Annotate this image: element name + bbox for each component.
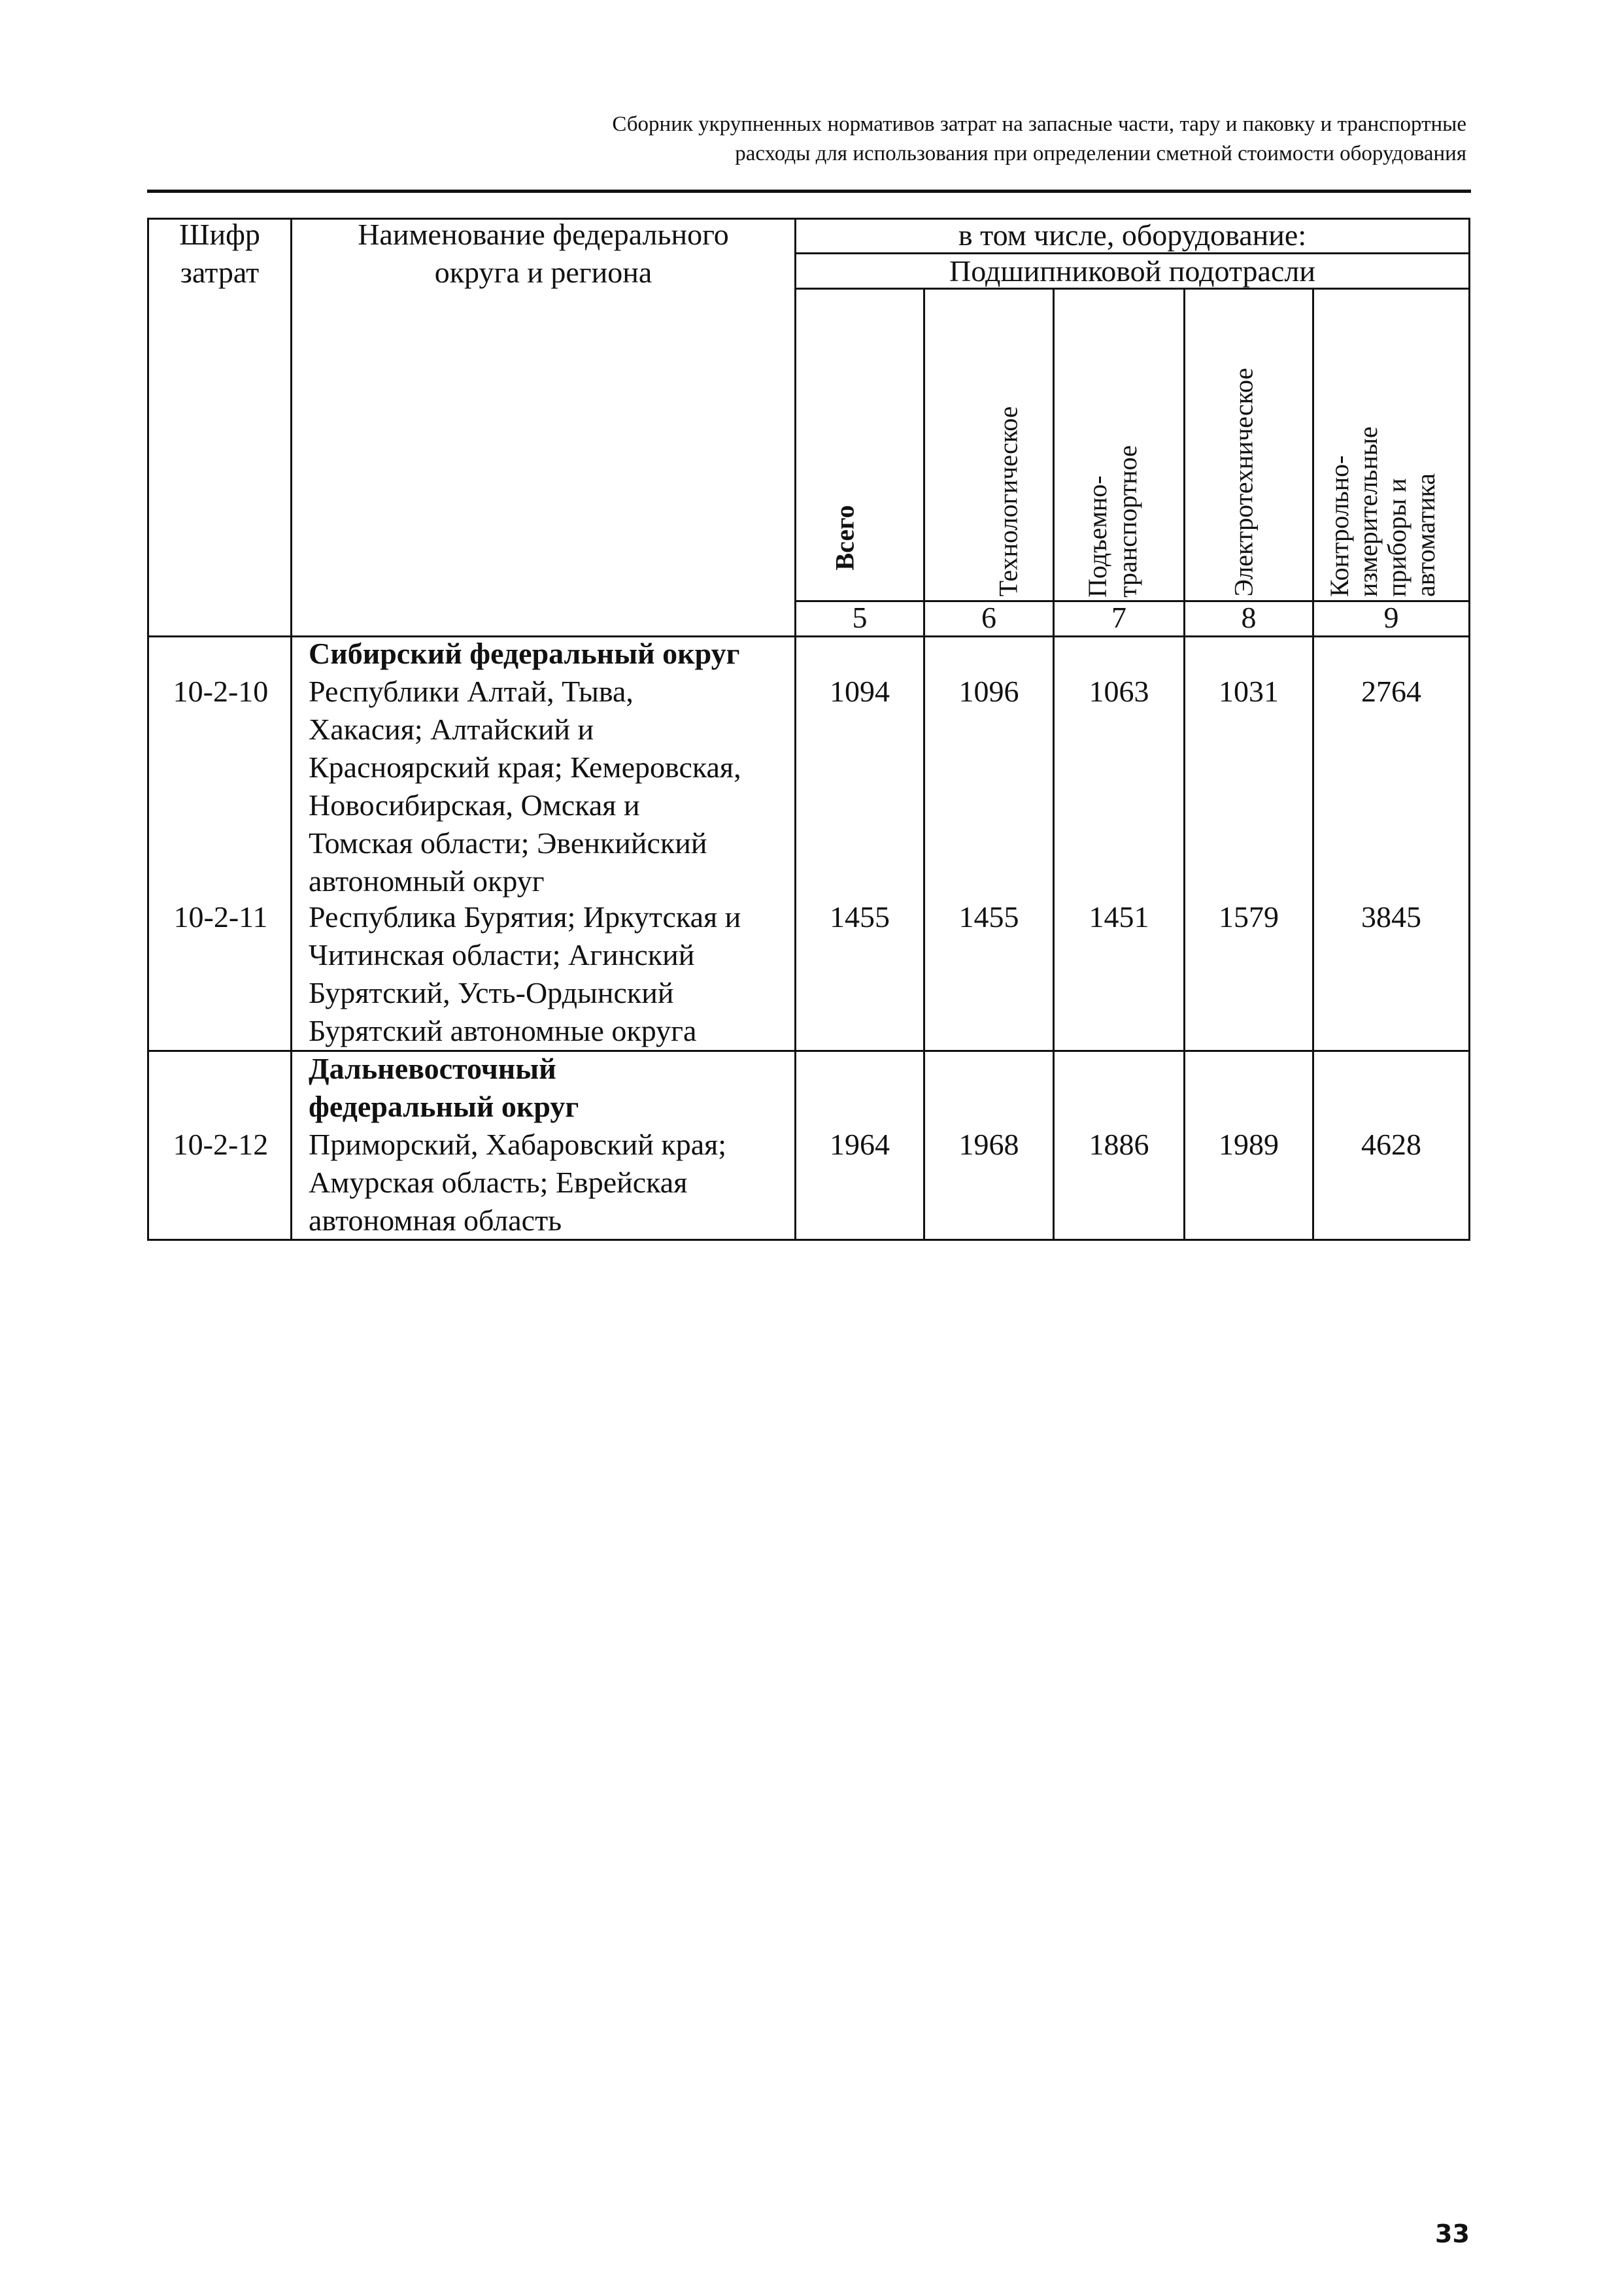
region-line: Читинская области; Агинский	[309, 938, 695, 971]
value-total: 1094	[830, 675, 890, 708]
district-title-siberian: Сибирский федеральный округ	[309, 637, 740, 670]
row-code-10-2-10: 10-2-10	[173, 675, 269, 708]
column-number-8: 8	[1241, 601, 1257, 634]
value-electrotechnical: 1031	[1219, 675, 1279, 708]
column-header-total-label: Всего	[830, 505, 860, 571]
header-subgroup: Подшипниковой подотрасли	[949, 254, 1315, 288]
table-border-left	[147, 218, 149, 1241]
value-total: 1455	[830, 900, 890, 934]
column-header-lifting-line-1: Подъемно-	[1083, 475, 1112, 598]
column-number-5: 5	[852, 601, 868, 634]
column-header-lifting-line-2: транспортное	[1113, 445, 1142, 598]
header-code-line-2: затрат	[180, 256, 260, 289]
header-name-line-2: округа и региона	[434, 256, 652, 289]
document-header	[196, 110, 1466, 169]
value-instrumentation: 3845	[1361, 900, 1421, 934]
header-code-line-1: Шифр	[179, 218, 260, 251]
region-line: Республика Бурятия; Иркутская и	[309, 900, 741, 934]
region-line: Приморский, Хабаровский края;	[309, 1128, 727, 1161]
region-line: Хакасия; Алтайский и	[309, 713, 594, 746]
region-line: Красноярский края; Кемеровская,	[309, 751, 741, 784]
column-header-instrumentation-line-2: измерительные	[1353, 426, 1383, 597]
district-title-line: Дальневосточный	[309, 1052, 556, 1085]
header-name-line-1: Наименование федерального	[358, 218, 729, 251]
value-lifting-transport: 1063	[1089, 675, 1149, 708]
value-lifting-transport: 1886	[1089, 1128, 1149, 1161]
value-instrumentation: 4628	[1361, 1128, 1421, 1161]
row-region-10-2-12	[309, 1126, 726, 1240]
value-technological: 1096	[958, 675, 1019, 708]
column-header-electrotechnical-label: Электротехническое	[1228, 367, 1259, 597]
header-line-2: расходы для использования при определении сметной стоимости оборудования	[735, 142, 1466, 165]
column-header-technological	[924, 290, 1051, 597]
column-header-instrumentation-line-3: приборы и	[1382, 478, 1412, 597]
column-header-instrumentation	[1312, 290, 1466, 597]
column-header-lifting-transport	[1053, 290, 1182, 598]
region-line: Бурятский, Усть-Ордынский	[309, 976, 674, 1009]
value-electrotechnical: 1989	[1219, 1128, 1279, 1161]
region-line: Томская области; Эвенкийский	[309, 826, 707, 860]
region-line: Республики Алтай, Тыва,	[309, 675, 634, 708]
column-header-instrumentation-line-1: Контрольно-	[1325, 455, 1354, 597]
column-number-6: 6	[981, 601, 996, 634]
header-group: в том числе, оборудование:	[958, 218, 1307, 252]
row-region-10-2-10	[309, 673, 741, 900]
header-divider	[147, 190, 1471, 193]
column-number-9: 9	[1383, 601, 1399, 634]
region-line: автономная область	[309, 1204, 562, 1237]
table-border-right	[1468, 218, 1470, 1241]
table-col-line-1	[290, 218, 292, 1241]
region-line: Амурская область; Еврейская	[309, 1166, 688, 1199]
district-title-far-east	[309, 1050, 579, 1126]
region-line: Новосибирская, Омская и	[309, 788, 640, 822]
column-header-technological-label: Технологическое	[993, 406, 1023, 597]
header-line-1: Сборник укрупненных нормативов затрат на запасные части, тару и паковку и транспортные	[612, 112, 1466, 136]
value-technological: 1455	[958, 900, 1019, 934]
column-header-instrumentation-line-4: автоматика	[1411, 473, 1440, 597]
row-region-10-2-11	[309, 898, 741, 1050]
value-technological: 1968	[958, 1128, 1019, 1161]
value-electrotechnical: 1579	[1219, 900, 1279, 934]
page-number: 33	[1435, 2219, 1470, 2248]
column-header-total	[794, 263, 922, 571]
district-title-line: федеральный округ	[309, 1090, 579, 1123]
value-instrumentation: 2764	[1361, 675, 1421, 708]
row-code-10-2-12: 10-2-12	[173, 1128, 269, 1161]
column-header-electrotechnical	[1183, 290, 1311, 597]
column-number-7: 7	[1111, 601, 1126, 634]
value-lifting-transport: 1451	[1089, 900, 1149, 934]
row-code-10-2-11: 10-2-11	[173, 900, 268, 934]
value-total: 1964	[830, 1128, 890, 1161]
header-code	[149, 216, 290, 292]
region-line: автономный округ	[309, 864, 545, 898]
header-name	[292, 216, 794, 292]
region-line: Бурятский автономные округа	[309, 1014, 697, 1047]
